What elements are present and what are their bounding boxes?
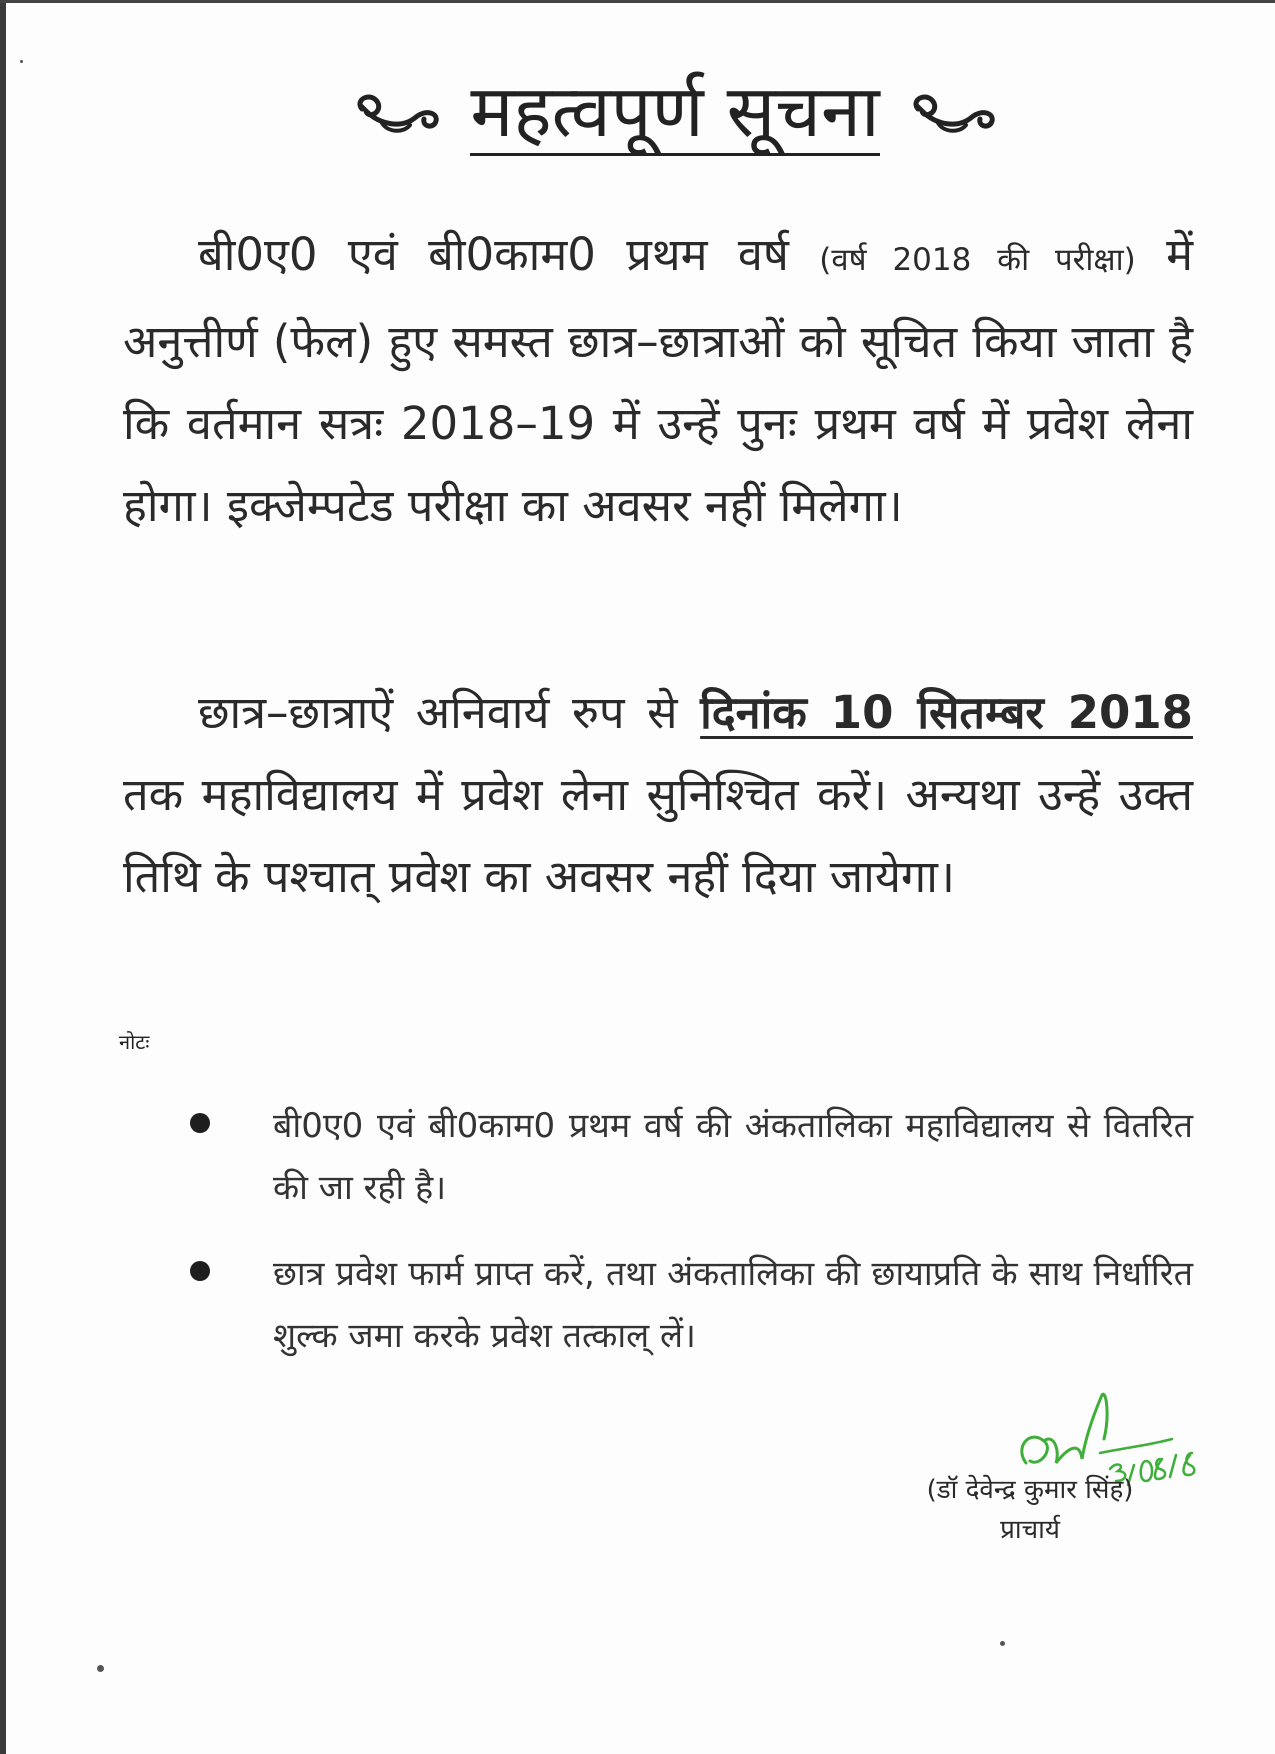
bullet-icon [190,1113,210,1133]
note-list [190,1095,1195,1391]
scan-speck [1000,1641,1005,1646]
scan-left-edge [0,0,6,1754]
bullet-icon [190,1261,210,1281]
exam-year-note: (वर्ष 2018 की परीक्षा) [819,242,1136,278]
scan-top-edge [0,0,1275,3]
paragraph-2-lead: छात्र–छात्राऐं अनिवार्य रुप से [198,686,678,739]
notice-title: महत्वपूर्ण सूचना [470,72,879,156]
note-label: नोटः [119,1030,150,1054]
paragraph-1-lead: बी0ए0 एवं बी0काम0 प्रथम वर्ष [198,228,789,281]
left-flourish-icon [352,89,442,139]
note-item-admission-form: छात्र प्रवेश फार्म प्राप्त करें, तथा अंकतालिका की छायाप्रति के साथ निर्धारित शुल्क जमा करके प्रवेश तत्काल् लें। [273,1254,1193,1356]
signatory-title: प्राचार्य [1000,1515,1060,1545]
list-item [190,1243,1195,1367]
signatory-name: (डॉ देवेन्द्र कुमार सिंह) [926,1475,1134,1505]
admission-deadline-date: दिनांक 10 सितम्बर 2018 [700,686,1193,739]
paragraph-1-body: में अनुत्तीर्ण (फेल) हुए समस्त छात्र–छात्राओं को सूचित किया जाता है कि वर्तमान सत्रः 2018–19 में उन्हें पुनः प्रथम वर्ष में प्रवेश लेना होगा। इक्जेम्पटेड परीक्षा का अवसर नहीं मिलेगा। [123,228,1193,532]
right-flourish-icon [908,89,998,139]
scan-speck [20,60,23,63]
scan-speck [97,1665,104,1672]
paragraph-admission-deadline [123,672,1193,918]
signatory-block [880,1470,1180,1550]
note-item-marksheet: बी0ए0 एवं बी0काम0 प्रथम वर्ष की अंकतालिका महाविद्यालय से वितरित की जा रही है। [273,1106,1193,1208]
paragraph-2-body: तक महाविद्यालय में प्रवेश लेना सुनिश्चित करें। अन्यथा उन्हें उक्त तिथि के पश्चात् प्रवेश का अवसर नहीं दिया जायेगा। [123,768,1193,903]
paragraph-failed-students [123,214,1193,547]
list-item [190,1095,1195,1219]
notice-heading [290,64,1060,164]
